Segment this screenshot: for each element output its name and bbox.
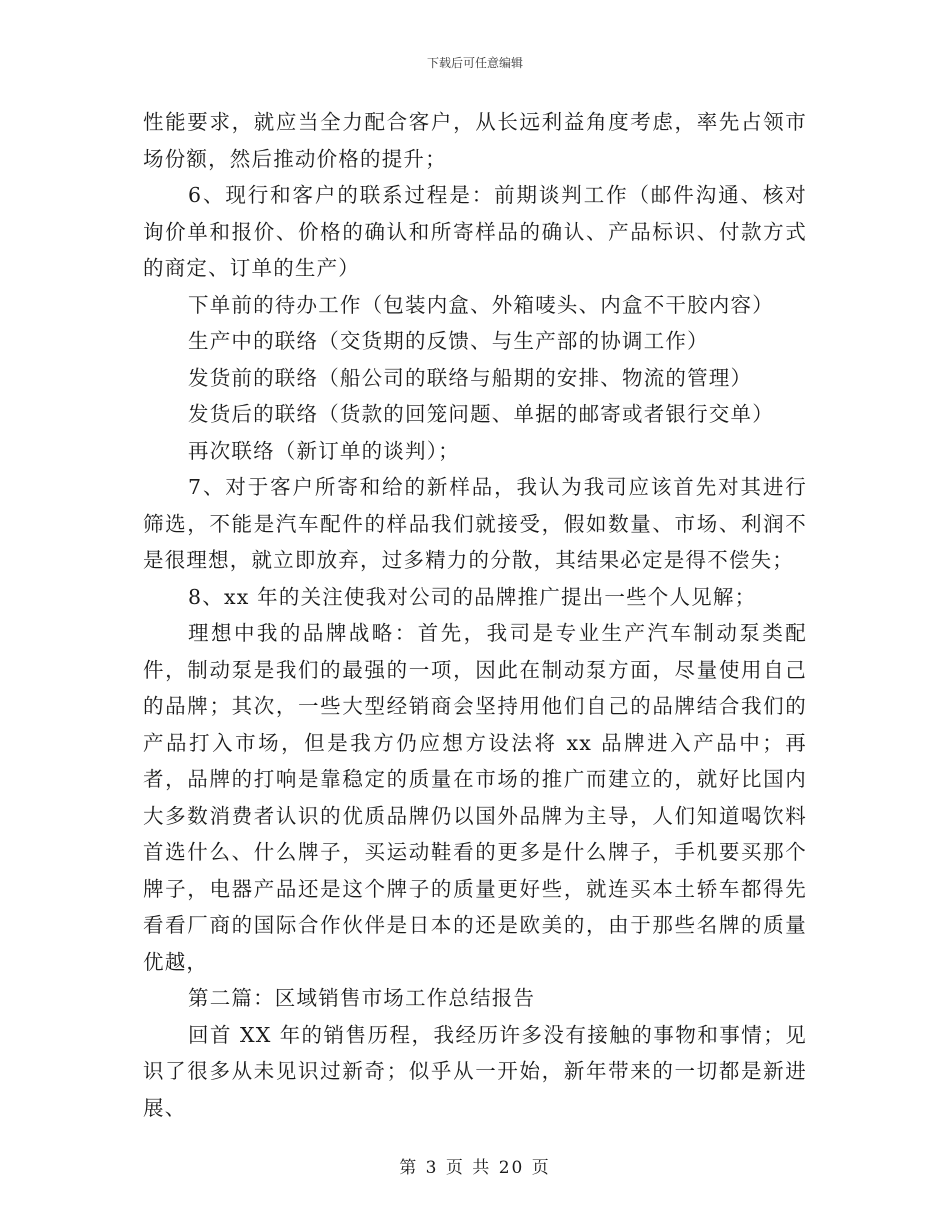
paragraph-5: 发货前的联络（船公司的联络与船期的安排、物流的管理） [188, 365, 753, 390]
paragraph-6: 发货后的联络（货款的回笼问题、单据的邮寄或者银行交单） [188, 402, 774, 426]
paragraph-7: 再次联络（新订单的谈判）； [188, 438, 460, 463]
paragraph-10: 理想中我的品牌战略：首先，我司是专业生产汽车制动泵类配件，制动泵是我们的最强的一项，因此在制动泵方面，尽量使用自己的品牌；其次，一些大型经销商会坚持用他们自己的品牌结合我们的产品打入市场，但是我方仍应想方设法将 xx 品牌进入产品中；再者，品牌的打响是靠稳定的质量在市场的推广而建立的，就好比国内大多数消费者认识的优质品牌仍以国外品牌为主导，人们知道喝饮料首选什么、什么牌子，买运动鞋看的更多是什么牌子，手机要买那个牌子，电器产品还是这个牌子的质量更好些，就连买本土轿车都得先看看厂商的国际合作伙伴是日本的还是欧美的，由于那些名牌的质量优越， [143, 621, 807, 974]
paragraph-12: 回首 XX 年的销售历程，我经历许多没有接触的事物和事情；见识了很多从未见识过新奇；似乎从一开始，新年带来的一切都是新进展、 [143, 1022, 807, 1120]
paragraph-1: 性能要求，就应当全力配合客户，从长远利益角度考虑，率先占领市场份额，然后推动价格的提升； [143, 110, 807, 171]
page-number-footer: 第 3 页 共 20 页 [399, 1158, 551, 1178]
paragraph-8: 7、对于客户所寄和给的新样品，我认为我司应该首先对其进行筛选，不能是汽车配件的样品我们就接受，假如数量、市场、利润不是很理想，就立即放弃，过多精力的分散，其结果必定是得不偿失； [143, 475, 807, 572]
page-header: 下载后可任意编辑 [426, 56, 523, 70]
paragraph-2: 6、现行和客户的联系过程是：前期谈判工作（邮件沟通、核对询价单和报价、价格的确认和所寄样品的确认、产品标识、付款方式的商定、订单的生产） [143, 183, 807, 280]
document-body [143, 104, 807, 1126]
paragraph-9: 8、xx 年的关注使我对公司的品牌推广提出一些个人见解； [188, 584, 757, 609]
section-heading: 第二篇：区域销售市场工作总结报告 [188, 986, 536, 1010]
paragraph-3: 下单前的待办工作（包装内盒、外箱唛头、内盒不干胶内容） [188, 292, 774, 317]
paragraph-4: 生产中的联络（交货期的反馈、与生产部的协调工作） [188, 329, 709, 353]
